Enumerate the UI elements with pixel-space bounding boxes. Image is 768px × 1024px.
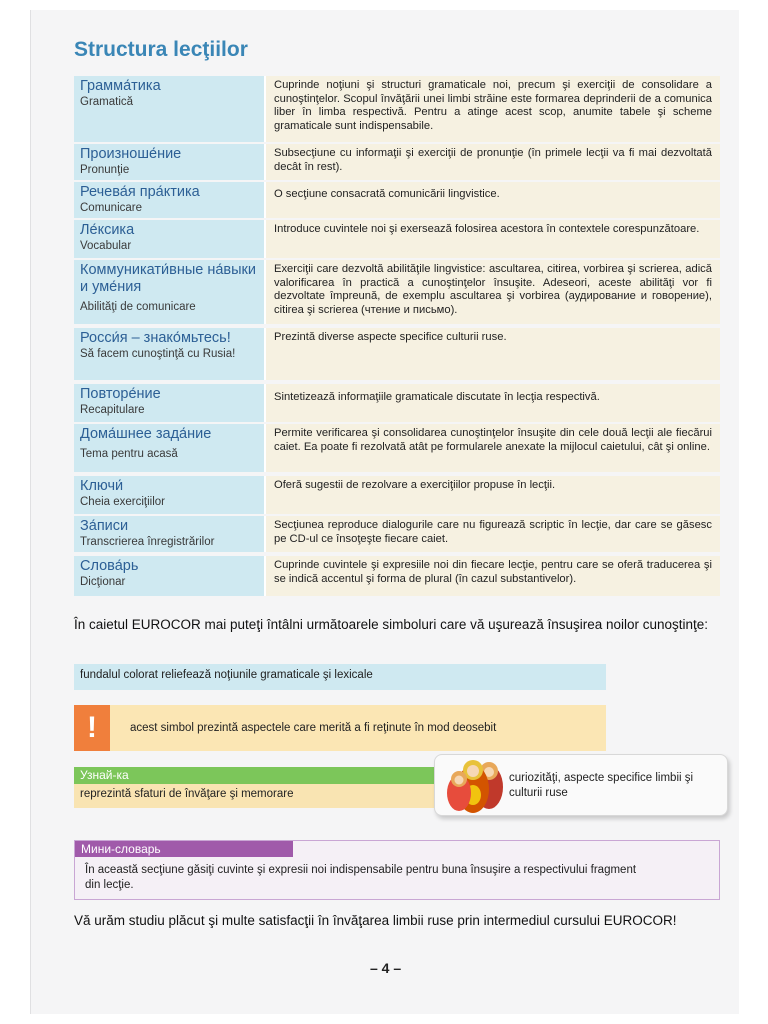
- closing-message: Vă urăm studiu plăcut şi multe satisfacţii în învăţarea limbii ruse prin intermediul cursului EUROCOR!: [74, 913, 677, 928]
- section-row-dictionary: [74, 556, 720, 596]
- section-description: Cuprinde noţiuni şi structuri gramaticale noi, precum şi exerciţii de consolidare a cunoştinţelor. Scopul învăţării unei limbi străine este formarea deprinderii de a comunica liber în limba respectivă. Pentru a atinge acest scop, anumite tabele şi scheme gramaticale sunt indispensabile.: [264, 76, 720, 142]
- section-description: Sintetizează informaţiile gramaticale discutate în lecţia respectivă.: [264, 384, 720, 422]
- section-description: Secţiunea reproduce dialogurile care nu figurează scriptic în lecţie, dar care se găsesc pe CD-ul ce însoţeşte fiecare caiet.: [264, 516, 720, 552]
- section-name-ro: Dicţionar: [80, 576, 126, 588]
- section-name-ro: Transcrierea înregistrărilor: [80, 536, 215, 548]
- section-name-ro: Abilităţi de comunicare: [80, 301, 196, 313]
- section-description: Permite verificarea şi consolidarea cunoştinţelor însuşite din cele două lecţii ale fiecărui caiet. Ea poate fi rezolvată atât pe formularele anexate la mijlocul caietului, cât şi online.: [264, 424, 720, 472]
- section-name-cell: [74, 476, 264, 514]
- section-row-review: [74, 384, 720, 422]
- matryoshka-icon: [445, 743, 505, 813]
- exclamation-icon: !: [74, 705, 110, 751]
- section-name-ru: Ключи́: [80, 478, 124, 494]
- section-name-cell: [74, 424, 264, 472]
- section-name-ro: Tema pentru acasă: [80, 448, 178, 460]
- section-name-ro: Vocabular: [80, 240, 132, 252]
- section-row-grammar: [74, 76, 720, 142]
- mini-dictionary-legend: [74, 840, 720, 900]
- section-name-cell: [74, 260, 264, 324]
- curiosities-legend: [434, 754, 728, 816]
- section-name-ru: Произноше́ние: [80, 146, 182, 162]
- tip-section-label: Узнай-ка: [74, 767, 434, 784]
- section-description: O secţiune consacrată comunicării lingvistice.: [264, 182, 720, 218]
- section-name-ru: Речева́я пра́ктика: [80, 184, 200, 200]
- colored-background-legend: fundalul colorat reliefează noţiunile gramaticale şi lexicale: [74, 664, 606, 690]
- section-row-vocabulary: [74, 220, 720, 258]
- section-name-ru: За́писи: [80, 518, 129, 534]
- section-name-ro: Recapitulare: [80, 404, 145, 416]
- section-name-ru: Грамма́тика: [80, 78, 161, 94]
- section-name-cell: [74, 182, 264, 218]
- page-title: Structura lecţiilor: [74, 38, 248, 61]
- section-name-ro: Să facem cunoştinţă cu Rusia!: [80, 348, 236, 360]
- section-name-ru: Коммуникати́вные на́выки и уме́ния: [80, 262, 256, 295]
- section-name-cell: [74, 516, 264, 552]
- section-description: Exerciţii care dezvoltă abilităţile lingvistice: ascultarea, citirea, vorbirea şi scrierea, adică valorificarea în practică a cunoştinţelor însuşite. Adeseori, aceste abilităţi vor fi dezvoltate împreună, de exemplu ascultarea şi vorbirea (аудирование и говорение), citirea şi scrierea (чтение и письмо).: [264, 260, 720, 324]
- section-name-cell: [74, 220, 264, 258]
- section-row-homework: [74, 424, 720, 472]
- symbols-intro: În caietul EUROCOR mai puteţi întâlni următoarele simboluri care vă uşurează însuşirea noilor cunoştinţe:: [74, 617, 709, 632]
- section-name-cell: [74, 144, 264, 180]
- section-name-ru: Росси́я – знако́мьтесь!: [80, 330, 231, 346]
- section-row-russia-culture: [74, 328, 720, 380]
- section-name-ru: Повторе́ние: [80, 386, 161, 402]
- warning-legend: [74, 705, 606, 751]
- section-description: Cuprinde cuvintele şi expresiile noi din fiecare lecţie, pentru care se oferă traducerea şi se indică accentul şi forma de plural (în cazul substantivelor).: [264, 556, 720, 596]
- section-row-communication: [74, 182, 720, 218]
- section-description: Prezintă diverse aspecte specifice culturii ruse.: [264, 328, 720, 380]
- section-name-cell: [74, 328, 264, 380]
- section-name-ro: Gramatică: [80, 96, 134, 108]
- mini-dictionary-text: În această secţiune găsiţi cuvinte şi expresii noi indispensabile pentru buna însuşire a respectivului fragment din lecţie.: [85, 864, 637, 891]
- section-name-ro: Cheia exerciţiilor: [80, 496, 166, 508]
- section-name-ru: Дома́шнее зада́ние: [80, 426, 212, 442]
- section-name-ro: Pronunţie: [80, 164, 130, 176]
- section-row-transcripts: [74, 516, 720, 552]
- section-name-ru: Слова́рь: [80, 558, 139, 574]
- section-row-communication-skills: [74, 260, 720, 324]
- tip-section-text: reprezintă sfaturi de învăţare şi memorare: [74, 784, 434, 808]
- mini-dictionary-label: Мини-словарь: [75, 841, 293, 857]
- section-row-pronunciation: [74, 144, 720, 180]
- section-name-cell: [74, 76, 264, 142]
- section-description: Introduce cuvintele noi şi exersează folosirea acestora în contextele corespunzătoare.: [264, 220, 720, 258]
- warning-legend-text: acest simbol prezintă aspectele care merită a fi reţinute în mod deosebit: [130, 722, 497, 734]
- section-description: Subsecţiune cu informaţii şi exerciţii de pronunţie (în primele lecţii va fi mai dezvoltată decât în rest).: [264, 144, 720, 180]
- curiosities-legend-text: curiozităţi, aspecte specifice limbii şi culturii ruse: [509, 772, 694, 799]
- section-description: Oferă sugestii de rezolvare a exerciţiilor propuse în lecţii.: [264, 476, 720, 514]
- section-row-answer-key: [74, 476, 720, 514]
- section-name-ro: Comunicare: [80, 202, 142, 214]
- section-name-ru: Ле́ксика: [80, 222, 135, 238]
- page-number: – 4 –: [370, 960, 402, 976]
- section-name-cell: [74, 556, 264, 596]
- section-name-cell: [74, 384, 264, 422]
